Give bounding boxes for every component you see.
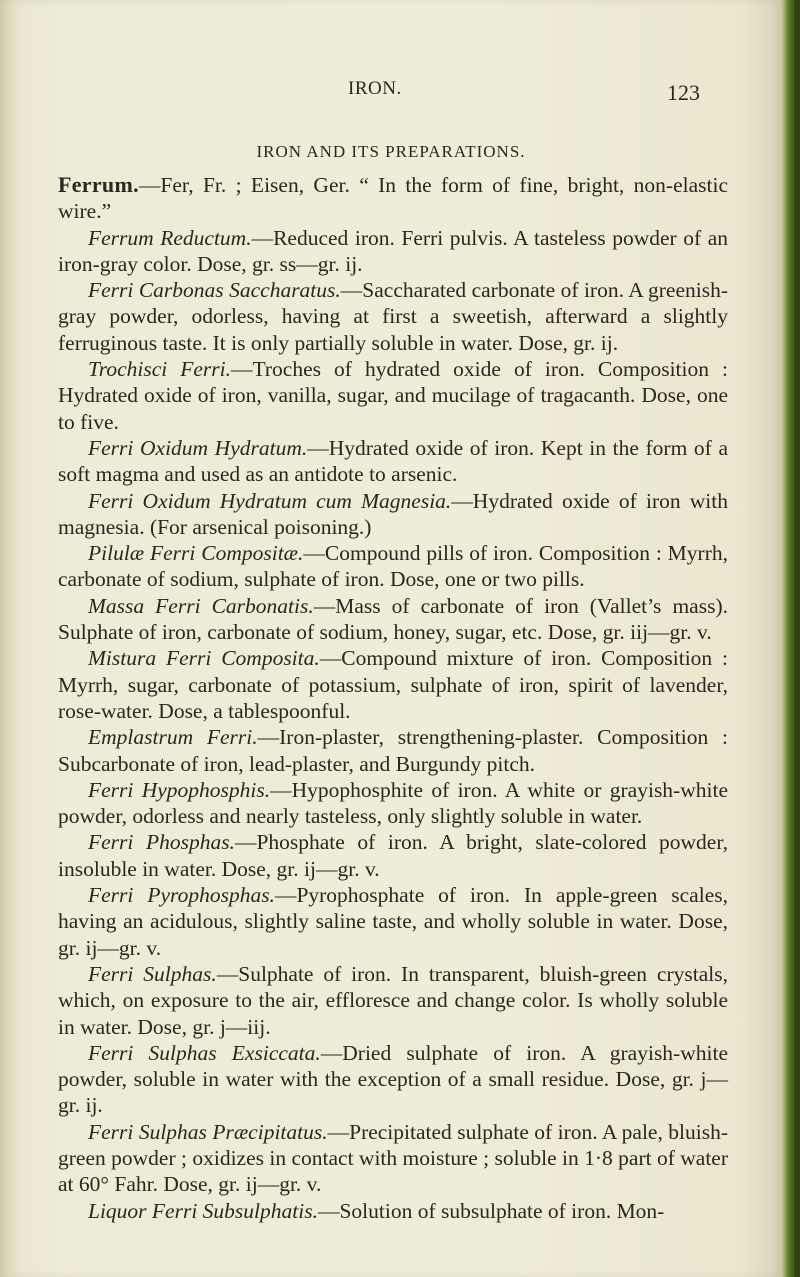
entry-term: Ferri Sulphas Præcipitatus. [88,1119,328,1144]
entry-mistura-ferri-composita [58,645,728,724]
entry-term: Massa Ferri Carbonatis. [88,593,314,618]
entry-text: —Compound mixture of iron. Composition : Myrrh, sugar, carbonate of potassium, sulphate of iron, spirit of lavender, rose-water. Dose, a tablespoonful. [58,646,729,723]
entry-ferri-oxidum-hydratum [58,435,728,488]
entry-text: —Sulphate of iron. In transparent, bluish-green crystals, which, on exposure to the air, effloresce and change color. Is wholly soluble in water. Dose, gr. j—iij. [58,961,728,1039]
entry-text: —Iron-plaster, strengthening-plaster. Composition : Subcarbonate of iron, lead-plaster, and Burgundy pitch. [58,725,728,776]
running-title: IRON. [348,78,402,99]
entry-term: Ferri Sulphas Exsiccata. [88,1040,321,1065]
entry-text: —Solution of subsulphate of iron. Mon- [317,1198,665,1223]
entry-massa-ferri-carbonatis [58,593,728,646]
entry-term: Ferri Oxidum Hydratum. [88,435,308,460]
entry-term: Ferri Oxidum Hydratum cum Magnesia. [88,488,452,513]
entry-emplastrum-ferri [58,724,728,777]
entry-ferri-oxidum-hydratum-cum-magnesia [58,488,728,541]
entry-trochisci-ferri [58,356,728,435]
entry-text: —Hypophosphite of iron. A white or grayish-white powder, odorless and nearly tasteless, only slightly soluble in water. [58,777,728,829]
page-body [58,172,728,1224]
book-cover-edge-shadow [794,0,800,1277]
entry-text: —Compound pills of iron. Composition : Myrrh, carbonate of sodium, sulphate of iron. Dose, one or two pills. [58,541,728,592]
entry-liquor-ferri-subsulphatis [58,1198,728,1224]
entry-ferri-pyrophosphas [58,882,728,961]
entry-text: —Mass of carbonate of iron (Vallet’s mass). Sulphate of iron, carbonate of sodium, honey, sugar, etc. Dose, gr. iij—gr. v. [58,593,728,645]
entry-term: Ferri Phosphas. [88,830,235,855]
page-number: 123 [667,80,700,105]
entry-ferri-carbonas-saccharatus [58,277,728,356]
entry-term: Ferri Hypophosphis. [88,777,271,802]
entry-text: —Dried sulphate of iron. A grayish-white powder, soluble in water with the exception of a small residue. Dose, gr. j—gr. ij. [58,1040,728,1118]
page-header [0,78,782,108]
entry-term: Ferri Sulphas. [88,961,217,986]
entry-ferri-sulphas-praecipitatus [58,1119,728,1198]
entry-text: —Reduced iron. Ferri pulvis. A tasteless powder of an iron-gray color. Dose, gr. ss—gr. ij. [58,225,728,276]
entry-ferrum-reductum [58,225,728,278]
entry-term: Ferrum. [58,172,139,197]
entry-ferrum [58,172,728,225]
entry-ferri-sulphas-exsiccata [58,1040,728,1119]
entry-ferri-hypophosphis [58,777,728,830]
entry-term: Emplastrum Ferri. [88,725,258,750]
entry-text: —Fer, Fr. ; Eisen, Ger. “ In the form of fine, bright, non-elastic wire.” [58,173,728,224]
entry-text: —Hydrated oxide of iron. Kept in the form of a soft magma and used as an antidote to arsenic. [58,435,728,487]
entry-ferri-sulphas [58,961,728,1040]
entry-term: Trochisci Ferri. [88,357,232,382]
entry-term: Liquor Ferri Subsulphatis. [88,1198,318,1223]
entry-term: Ferrum Reductum. [88,225,252,250]
entry-term: Mistura Ferri Composita. [88,646,320,671]
entry-text: —Troches of hydrated oxide of iron. Composition : Hydrated oxide of iron, vanilla, sugar, and mucilage of tragacanth. Dose, one to five. [58,357,728,434]
entry-term: Pilulæ Ferri Compositæ. [88,541,304,566]
entry-term: Ferri Carbonas Saccharatus. [88,278,341,303]
entry-pilulae-ferri-compositae [58,540,728,593]
entry-term: Ferri Pyrophosphas. [88,883,275,908]
page-gutter-shadow [0,0,22,1277]
entry-text: —Saccharated carbonate of iron. A greenish-gray powder, odorless, having at first a sweetish, afterward a slightly ferruginous taste. It is only partially soluble in water. Dose, gr. ij. [58,278,729,355]
entry-ferri-phosphas [58,829,728,882]
entry-text: —Hydrated oxide of iron with magnesia. (For arsenical poisoning.) [58,488,728,539]
entry-text: —Pyrophosphate of iron. In apple-green scales, having an acidulous, slightly saline taste, and wholly soluble in water. Dose, gr. ij—gr. v. [58,883,728,960]
entry-text: —Phosphate of iron. A bright, slate-colored powder, insoluble in water. Dose, gr. ij—gr. v. [58,830,728,881]
section-heading: IRON AND ITS PREPARATIONS. [256,142,526,161]
entry-text: —Precipitated sulphate of iron. A pale, bluish-green powder ; oxidizes in contact with moisture ; soluble in 1·8 part of water at 60° Fahr. Dose, gr. ij—gr. v. [58,1119,728,1197]
